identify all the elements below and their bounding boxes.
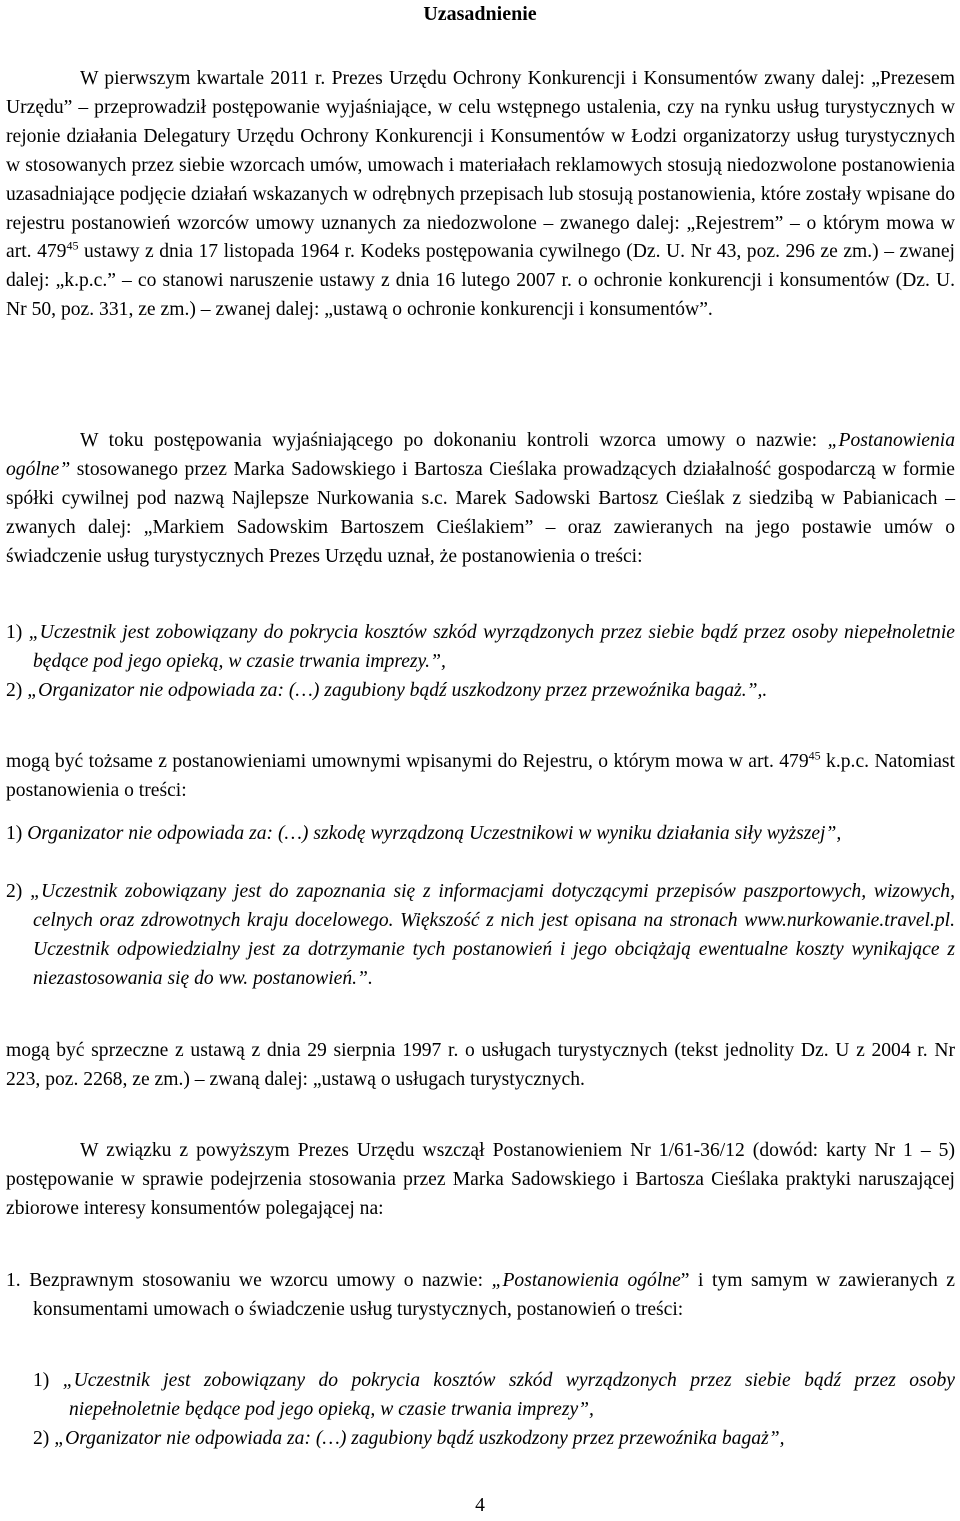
item-number: 1. — [6, 1270, 21, 1291]
list-text: „Organizator nie odpowiada za: (…) zagubiony bądź uszkodzony przez przewoźnika bagaż.”,. — [27, 680, 768, 701]
list3-item-2 — [33, 1425, 955, 1454]
paragraph-identical-text: mogą być tożsame z postanowieniami umownymi wpisanymi do Rejestru, o którym mowa w art. 479 — [6, 751, 809, 772]
paragraph-intro — [6, 65, 955, 325]
paragraph-proceedings: W związku z powyższym Prezes Urzędu wszczął Postanowieniem Nr 1/61-36/12 (dowód: karty Nr 1 – 5) postępowanie w sprawie podejrzenia stosowania przez Marka Sadowskiego i Bartosza Cieślaka praktyki naruszającej zbiorowe interesy konsumentów polegającej na: — [6, 1140, 955, 1219]
list-text: „Organizator nie odpowiada za: (…) zagubiony bądź uszkodzony przez przewoźnika bagaż”, — [54, 1428, 785, 1449]
paragraph-contrary: mogą być sprzeczne z ustawą z dnia 29 sierpnia 1997 r. o usługach turystycznych (tekst jednolity Dz. U z 2004 r. Nr 223, poz. 2268, ze zm.) – zwaną dalej: „ustawą o usługach turystycznych. — [6, 1040, 955, 1090]
list-number: 1) — [6, 622, 23, 643]
list-number: 2) — [33, 1428, 50, 1449]
list-number: 2) — [6, 680, 23, 701]
paragraph-identical — [6, 748, 955, 806]
list1-item-2 — [6, 677, 955, 706]
list-text: „Uczestnik jest zobowiązany do pokrycia kosztów szkód wyrządzonych przez siebie bądź przez osoby niepełnoletnie będące pod jego opieką, w czasie trwania imprezy”, — [62, 1370, 955, 1420]
contract-name: „Postanowienia ogólne — [491, 1270, 681, 1291]
list-text: „Uczestnik zobowiązany jest do zapoznania się z informacjami dotyczącymi przepisów paszportowych, wizowych, celnych oraz zdrowotnych kraju docelowego. Większość z nich jest opisana na stronach www.nurkowanie.travel.pl. Uczestnik odpowiedzialny jest za dotrzymanie tych postanowień i jego obciążają ewentualne koszty wynikające z niezastosowania się do ww. postanowień.”. — [30, 881, 955, 989]
superscript: 45 — [66, 238, 79, 253]
page-number: 4 — [475, 1495, 485, 1516]
list-number: 1) — [33, 1370, 50, 1391]
list3-item-1 — [33, 1367, 955, 1425]
paragraph-intro-text: W pierwszym kwartale 2011 r. Prezes Urzędu Ochrony Konkurencji i Konsumentów zwany dalej: „Prezesem Urzędu” – przeprowadził postępowanie wyjaśniające, w celu wstępnego ustalenia, czy na rynku usług turystycznych w rejonie działania Delegatury Urzędu Ochrony Konkurencji i Konsumentów w Łodzi organizatorzy usług turystycznych w stosowanych przez siebie wzorcach umów, umowach i materiałach reklamowych stosują niedozwolone postanowienia uzasadniające podjęcie działań wskazanych w odrębnych przepisach lub stosują postanowienia, które zostały wpisane do rejestru postanowień wzorców umowy uznanych za niedozwolone – zwanego dalej: „Rejestrem” – o którym mowa w art. 479 — [6, 68, 955, 263]
list2-item-1 — [6, 820, 955, 849]
list1-item-1 — [6, 619, 955, 677]
list2-item-2 — [6, 878, 955, 994]
paragraph-inspection — [6, 427, 955, 572]
list-text: „Uczestnik jest zobowiązany do pokrycia kosztów szkód wyrządzonych przez siebie bądź przez osoby niepełnoletnie będące pod jego opieką, w czasie trwania imprezy.”, — [28, 622, 955, 672]
numbered-item-1 — [6, 1267, 955, 1325]
superscript: 45 — [808, 748, 821, 763]
paragraph-intro-text-cont: ustawy z dnia 17 listopada 1964 r. Kodeks postępowania cywilnego (Dz. U. Nr 43, poz. 296 ze zm.) – zwanej dalej: „k.p.c.” – co stanowi naruszenie ustawy z dnia 16 lutego 2007 r. o ochronie konkurencji i konsumentów (Dz. U. Nr 50, poz. 331, ze zm.) – zwanej dalej: „ustawą o ochronie konkurencji i konsumentów”. — [6, 241, 955, 321]
item-text: Bezprawnym stosowaniu we wzorcu umowy o nazwie: — [29, 1270, 492, 1291]
document-title: Uzasadnienie — [423, 3, 537, 25]
paragraph-inspection-text-cont: stosowanego przez Marka Sadowskiego i Bartosza Cieślaka prowadzących działalność gospodarczą w formie spółki cywilnej pod nazwą Najlepsze Nurkowania s.c. Marek Sadowski Bartosz Cieślak z siedzibą w Pabianicach – zwanych dalej: „Markiem Sadowskim Bartoszem Cieślakiem” – oraz zawieranych na jego postawie umów o świadczenie usług turystycznych Prezes Urzędu uznał, że postanowienia o treści: — [6, 458, 955, 567]
paragraph-identical-text-cont: k.p.c. Natomiast postanowienia o treści: — [6, 751, 955, 801]
item-text-cont: ” i tym samym w zawieranych z konsumentami umowach o świadczenie usług turystycznych, postanowień o treści: — [33, 1270, 956, 1320]
list-number: 2) — [6, 881, 23, 902]
list-text: Organizator nie odpowiada za: (…) szkodę wyrządzoną Uczestnikowi w wyniku działania siły wyższej”, — [27, 823, 842, 844]
paragraph-inspection-text: W toku postępowania wyjaśniającego po dokonaniu kontroli wzorca umowy o nazwie: — [80, 430, 828, 451]
list-number: 1) — [6, 823, 23, 844]
contract-name: „Postanowienia ogólne” — [6, 430, 955, 480]
